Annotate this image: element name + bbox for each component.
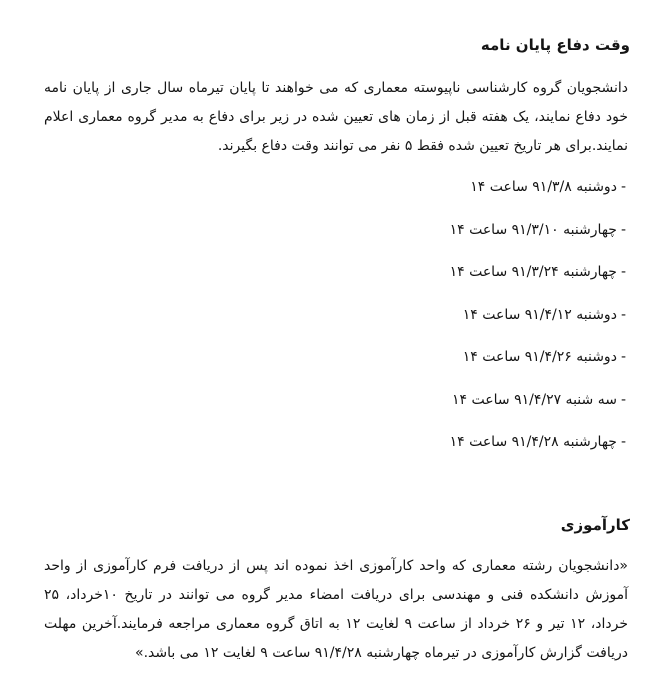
defense-section-title: وقت دفاع پایان نامه: [480, 36, 630, 54]
schedule-item: -دوشنبه ۹۱/۴/۲۶ ساعت ۱۴: [462, 349, 626, 365]
internship-section-title: کارآموزی: [560, 516, 630, 534]
schedule-item: -دوشنبه ۹۱/۳/۸ ساعت ۱۴: [470, 179, 626, 195]
schedule-item-text: سه شنبه ۹۱/۴/۲۷ ساعت ۱۴: [452, 391, 617, 408]
schedule-item: -سه شنبه ۹۱/۴/۲۷ ساعت ۱۴: [452, 391, 626, 408]
schedule-item-text: چهارشنبه ۹۱/۳/۲۴ ساعت ۱۴: [449, 264, 617, 280]
schedule-item: -دوشنبه ۹۱/۴/۱۲ ساعت ۱۴: [462, 306, 626, 323]
schedule-item-text: چهارشنبه ۹۱/۴/۲۸ ساعت ۱۴: [449, 434, 617, 450]
schedule-item: -چهارشنبه ۹۱/۳/۲۴ ساعت ۱۴: [449, 264, 626, 280]
schedule-item: -چهارشنبه ۹۱/۳/۱۰ ساعت ۱۴: [449, 221, 626, 238]
schedule-item-text: دوشنبه ۹۱/۳/۸ ساعت ۱۴: [470, 179, 617, 195]
defense-intro-paragraph: دانشجویان گروه کارشناسی ناپیوسته معماری که می خواهند تا پایان تیرماه سال جاری از پایان نامه خود دفاع نمایند، یک هفته قبل از زمان های تعیین شده در زیر برای دفاع به مدیر گروه معماری اعلام نمایند.برای هر تاریخ تعیین شده فقط ۵ نفر می توانند وقت دفاع بگیرند.: [44, 80, 628, 154]
schedule-item: -چهارشنبه ۹۱/۴/۲۸ ساعت ۱۴: [449, 434, 626, 450]
schedule-item-text: چهارشنبه ۹۱/۳/۱۰ ساعت ۱۴: [449, 221, 617, 238]
schedule-item-text: دوشنبه ۹۱/۴/۲۶ ساعت ۱۴: [462, 349, 617, 365]
internship-paragraph: «دانشجویان رشته معماری که واحد کارآموزی اخذ نموده اند پس از دریافت فرم کارآموزی از واحد آموزش دانشکده فنی و مهندسی برای دریافت امضاء مدیر گروه می توانند در تاریخ ۱۰خرداد، ۲۵ خرداد، ۱۲ تیر و ۲۶ خرداد از ساعت ۹ لغایت ۱۲ به اتاق گروه معماری مراجعه فرمایند.آخرین مهلت دریافت گزارش کارآموزی در تیرماه چهارشنبه ۹۱/۴/۲۸ ساعت ۹ لغایت ۱۲ می باشد.»: [44, 558, 628, 661]
schedule-item-text: دوشنبه ۹۱/۴/۱۲ ساعت ۱۴: [462, 306, 617, 323]
defense-schedule-list: [450, 172, 626, 470]
